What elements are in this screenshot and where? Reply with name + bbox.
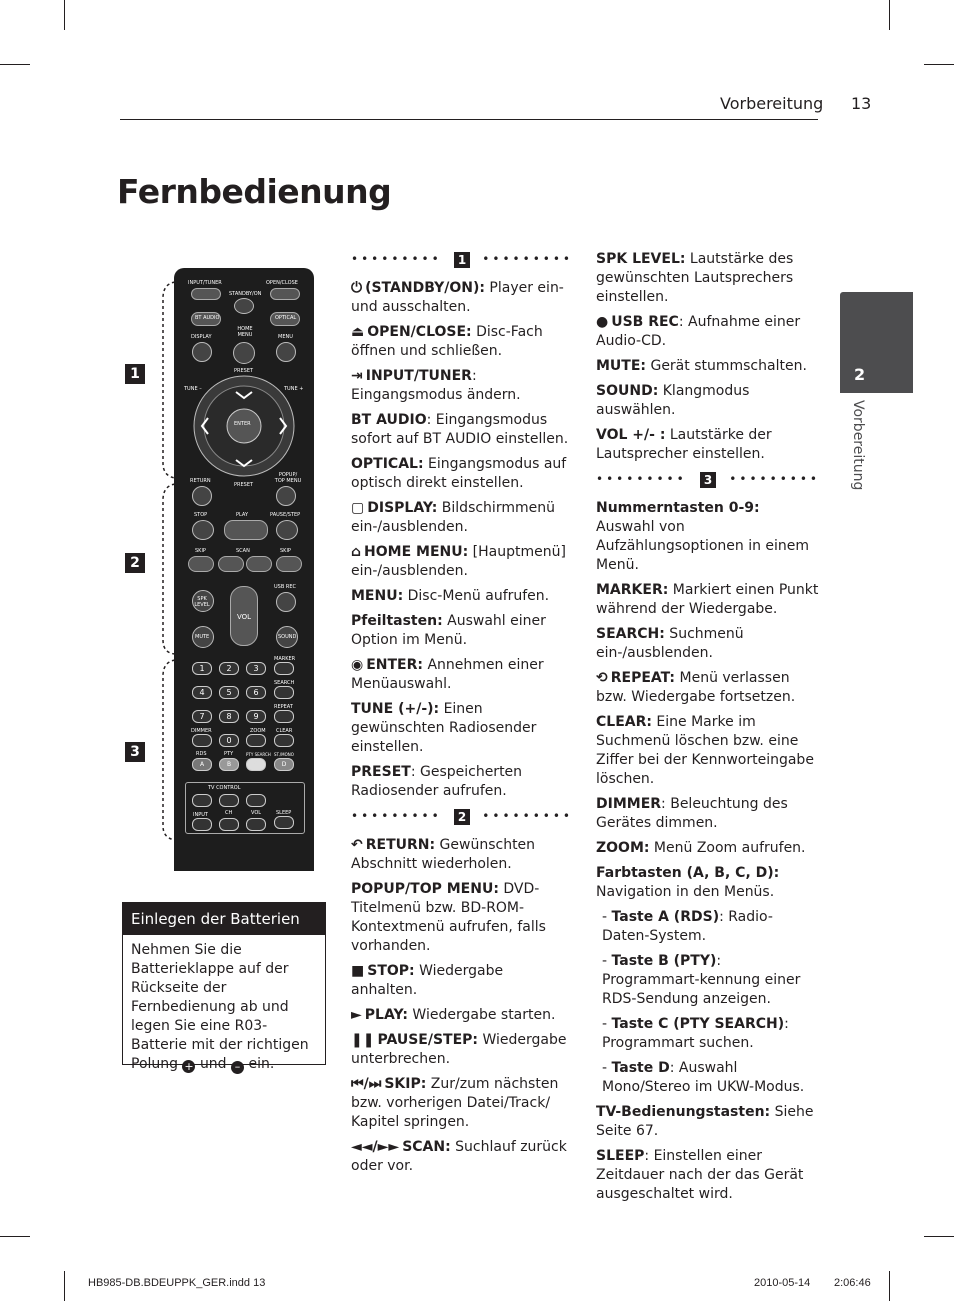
item-clear: CLEAR: Eine Marke im Suchmenü löschen bzw. eine Ziffer bei der Kennworteingabe löschen.: [596, 714, 814, 787]
menu-button[interactable]: [276, 342, 296, 362]
remote-control-illustration: [174, 268, 314, 871]
crop-mark: [64, 0, 65, 30]
label-vol: VOL: [237, 613, 252, 621]
section-1-header: [351, 250, 573, 269]
dimmer-button[interactable]: [192, 734, 212, 747]
battery-title: Einlegen der Batterien: [123, 903, 325, 935]
scan-forward-button[interactable]: [246, 556, 272, 572]
standby-button[interactable]: [234, 298, 254, 314]
item-color-keys: Farbtasten (A, B, C, D): Navigation in den Menüs.: [596, 865, 780, 900]
item-repeat: ⟲ REPEAT: Menü verlassen bzw. Wiedergabe fortsetzen.: [596, 670, 796, 705]
eject-icon: ⏏: [351, 324, 365, 340]
repeat-button[interactable]: [274, 710, 294, 723]
label-skip-right: SKIP: [280, 548, 291, 554]
crop-mark: [64, 1271, 65, 1301]
label-pty: PTY: [224, 751, 234, 757]
dots: •••••••••: [482, 809, 573, 823]
item-preset: PRESET: Gespeicherten Radiosender aufrufen.: [351, 764, 523, 799]
stop-button[interactable]: [192, 520, 214, 540]
item-search: SEARCH: Suchmenü ein-/ausblenden.: [596, 626, 744, 661]
label-preset: PRESET: [234, 368, 254, 374]
scan-back-button[interactable]: [218, 556, 244, 572]
item-stop: ■ STOP: Wiedergabe anhalten.: [351, 963, 504, 998]
footer-date: 2010-05-14: [754, 1277, 811, 1289]
label-marker: MARKER: [274, 656, 296, 662]
page-number: 13: [851, 94, 872, 113]
item-skip: ⏮/⏭ SKIP: Zur/zum nächsten bzw. vorherigen Datei/Track/ Kapitel springen.: [351, 1076, 559, 1130]
label-tune-minus: TUNE –: [184, 386, 202, 392]
label-input-tuner: INPUT/TUNER: [188, 280, 222, 286]
label-search: SEARCH: [274, 680, 295, 686]
chapter-tab: [840, 292, 913, 393]
item-tune: TUNE (+/-): Einen gewünschten Radiosender einstellen.: [351, 701, 537, 755]
input-icon: ⇥: [351, 368, 363, 384]
item-return: ↶ RETURN: Gewünschten Abschnitt wiederholen.: [351, 837, 536, 872]
label-stop: STOP: [194, 512, 208, 518]
repeat-icon: ⟲: [596, 670, 608, 686]
record-icon: ●: [596, 314, 609, 330]
callout-2: 2: [125, 553, 145, 573]
item-optical: OPTICAL: Eingangsmodus auf optisch direkt einstellen.: [351, 456, 567, 491]
item-numbers: Nummerntasten 0-9: Auswahl von Aufzählungsoptionen in einem Menü.: [596, 500, 810, 573]
item-mute: MUTE: Gerät stummschalten.: [596, 358, 807, 374]
play-button[interactable]: [224, 520, 268, 540]
home-icon: ⌂: [351, 544, 362, 560]
description-column-2: [596, 250, 820, 1210]
label-menu: MENU: [278, 334, 293, 340]
input-tuner-button[interactable]: [191, 288, 221, 300]
number-4-button[interactable]: 4: [192, 686, 212, 699]
battery-text-2: und: [199, 1056, 227, 1072]
plus-icon: +: [184, 1060, 194, 1073]
pause-icon: ❚❚: [351, 1032, 375, 1048]
display-button[interactable]: [192, 342, 212, 362]
label-scan: SCAN: [236, 548, 250, 554]
section-1-marker: 1: [454, 252, 470, 268]
scan-icon: ◄◄/►►: [351, 1139, 400, 1155]
label-tv-control: TV CONTROL: [208, 785, 241, 791]
label-repeat: REPEAT: [274, 704, 293, 710]
label-skip-left: SKIP: [195, 548, 206, 554]
label-rds: RDS: [196, 751, 207, 757]
item-usb-rec: ● USB REC: Aufnahme einer Audio-CD.: [596, 314, 801, 349]
color-b-button[interactable]: B: [219, 758, 239, 771]
item-pause: ❚❚ PAUSE/STEP: Wiedergabe unterbrechen.: [351, 1032, 567, 1067]
sub-item-a: - Taste A (RDS): Radio-Daten-System.: [602, 909, 773, 944]
item-sleep: SLEEP: Einstellen einer Zeitdauer nach der das Gerät ausgeschaltet wird.: [596, 1148, 804, 1202]
number-9-button[interactable]: 9: [246, 710, 266, 723]
label-play: PLAY: [236, 512, 249, 518]
label-optical: OPTICAL: [275, 315, 297, 321]
tv-vol-up-button[interactable]: [246, 794, 266, 807]
label-popup: POPUP/ TOP MENU: [274, 472, 302, 484]
dots: •••••••••: [482, 252, 573, 266]
item-bt-audio: BT AUDIO: Eingangsmodus sofort auf BT AUDIO einstellen.: [351, 412, 569, 447]
battery-info-box: [122, 902, 326, 1073]
item-arrows: Pfeiltasten: Auswahl einer Option im Menü.: [351, 613, 546, 648]
item-spk-level: SPK LEVEL: Lautstärke des gewünschten Lautsprechers einstellen.: [596, 251, 794, 305]
tv-power-button[interactable]: [192, 794, 212, 807]
popup-menu-button[interactable]: [276, 486, 296, 506]
description-column-1: [351, 250, 573, 1182]
skip-forward-button[interactable]: [276, 556, 302, 572]
label-tv-vol: VOL: [251, 810, 262, 816]
item-display: ▢ DISPLAY: Bildschirmmenü ein-/ausblenden.: [351, 500, 555, 535]
label-sound: SOUND: [278, 634, 297, 640]
label-pty-search: PTY SEARCH: [246, 752, 271, 757]
label-tv-input: INPUT: [193, 812, 208, 818]
label-pause: PAUSE/STEP: [270, 512, 301, 518]
item-standby: ⏻ (STANDBY/ON): Player ein-und ausschalten.: [351, 280, 564, 315]
callout-3: 3: [125, 742, 145, 762]
battery-text-3: ein.: [248, 1056, 275, 1072]
tv-vol-down-button[interactable]: [246, 818, 266, 831]
battery-text: [123, 935, 325, 1080]
crop-mark: [0, 64, 30, 65]
usb-rec-button[interactable]: [276, 592, 296, 612]
dots: •••••••••: [729, 472, 820, 486]
sub-item-b: - Taste B (PTY): Programmart-kennung einer RDS-Sendung anzeigen.: [602, 953, 801, 1007]
item-tv-keys: TV-Bedienungstasten: Siehe Seite 67.: [596, 1104, 814, 1139]
section-2-header: [351, 807, 573, 826]
number-5-button[interactable]: 5: [219, 686, 239, 699]
color-a-button[interactable]: A: [192, 758, 212, 771]
item-play: ► PLAY: Wiedergabe starten.: [351, 1007, 556, 1023]
footer-filename: HB985-DB.BDEUPPK_GER.indd 13: [88, 1277, 266, 1289]
zoom-button[interactable]: [246, 734, 266, 747]
sub-item-d: - Taste D: Auswahl Mono/Stereo im UKW-Modus.: [602, 1060, 805, 1095]
power-icon: ⏻: [351, 280, 363, 296]
crop-mark: [889, 0, 890, 30]
chapter-label: Vorbereitung: [850, 400, 866, 491]
item-zoom: ZOOM: Menü Zoom aufrufen.: [596, 840, 806, 856]
item-home-menu: ⌂ HOME MENU: [Hauptmenü] ein-/ausblenden.: [351, 544, 566, 579]
label-bt-audio: BT AUDIO: [195, 315, 220, 321]
dots: •••••••••: [351, 252, 442, 266]
crop-mark: [889, 1271, 890, 1301]
label-zoom: ZOOM: [250, 728, 266, 734]
enter-icon: ◉: [351, 657, 364, 673]
skip-icon: ⏮/⏭: [351, 1076, 382, 1092]
label-home-menu: HOME MENU: [237, 326, 253, 338]
item-sound: SOUND: Klangmodus auswählen.: [596, 383, 750, 418]
label-ch: CH: [225, 810, 233, 816]
sleep-button[interactable]: [274, 816, 294, 829]
label-mute: MUTE: [195, 634, 210, 640]
display-icon: ▢: [351, 500, 365, 516]
return-button[interactable]: [192, 486, 212, 506]
marker-button[interactable]: [274, 662, 294, 675]
sub-item-c: - Taste C (PTY SEARCH): Programmart suchen.: [602, 1016, 789, 1051]
item-open-close: ⏏ OPEN/CLOSE: Disc-Fach öffnen und schließen.: [351, 324, 543, 359]
dots: •••••••••: [596, 472, 687, 486]
item-popup: POPUP/TOP MENU: DVD-Titelmenü bzw. BD-ROM-Kontextmenü aufrufen, falls vorhanden.: [351, 881, 546, 954]
open-close-button[interactable]: [270, 288, 300, 300]
item-scan: ◄◄/►► SCAN: Suchlauf zurück oder vor.: [351, 1139, 567, 1174]
home-menu-button[interactable]: [233, 342, 255, 364]
return-icon: ↶: [351, 837, 363, 853]
minus-icon: –: [231, 1061, 244, 1074]
label-display: DISPLAY: [191, 334, 212, 340]
label-dimmer: DIMMER: [191, 728, 212, 734]
item-dimmer: DIMMER: Beleuchtung des Gerätes dimmen.: [596, 796, 788, 831]
battery-text-1: Nehmen Sie die Batterieklappe auf der Rückseite der Fernbedienung ab und legen Sie eine R03-Batterie mit der richtigen Polung: [131, 942, 309, 1072]
crop-mark: [0, 1236, 30, 1237]
search-button[interactable]: [274, 686, 294, 699]
page-title: Fernbedienung: [117, 172, 392, 211]
dots: •••••••••: [351, 809, 442, 823]
label-enter: ENTER: [234, 421, 251, 427]
tv-ch-up-button[interactable]: [219, 794, 239, 807]
section-2-marker: 2: [454, 809, 470, 825]
pause-button[interactable]: [276, 520, 298, 540]
label-spk-level: SPK LEVEL: [194, 596, 210, 608]
label-st-mono: ST./MONO: [274, 752, 294, 757]
item-input-tuner: ⇥ INPUT/TUNER: Eingangsmodus ändern.: [351, 368, 521, 403]
item-vol: VOL +/- : Lautstärke der Lautsprecher einstellen.: [596, 427, 772, 462]
running-header-section: Vorbereitung: [720, 94, 824, 113]
label-return: RETURN: [190, 478, 211, 484]
tv-ch-down-button[interactable]: [219, 818, 239, 831]
label-clear: CLEAR: [276, 728, 293, 734]
header-rule: [120, 119, 818, 120]
tv-input-button[interactable]: [192, 818, 212, 831]
label-usb-rec: USB REC: [274, 584, 296, 590]
color-d-button[interactable]: D: [274, 758, 294, 771]
item-menu: MENU: Disc-Menü aufrufen.: [351, 588, 550, 604]
number-2-button[interactable]: 2: [219, 662, 239, 675]
label-open-close: OPEN/CLOSE: [266, 280, 298, 286]
stop-icon: ■: [351, 963, 365, 979]
item-enter: ◉ ENTER: Annehmen einer Menüauswahl.: [351, 657, 544, 692]
chapter-number: 2: [854, 365, 866, 384]
section-3-marker: 3: [700, 472, 716, 488]
label-standby: STANDBY/ON: [229, 291, 262, 297]
number-8-button[interactable]: 8: [219, 710, 239, 723]
footer-time: 2:06:46: [834, 1277, 871, 1289]
callout-1: 1: [125, 364, 145, 384]
skip-back-button[interactable]: [188, 556, 214, 572]
item-marker: MARKER: Markiert einen Punkt während der Wiedergabe.: [596, 582, 819, 617]
number-0-button[interactable]: 0: [219, 734, 239, 747]
number-3-button[interactable]: 3: [246, 662, 266, 675]
label-sleep: SLEEP: [276, 810, 292, 816]
play-icon: ►: [351, 1007, 362, 1023]
number-7-button[interactable]: 7: [192, 710, 212, 723]
section-3-header: [596, 470, 820, 489]
crop-mark: [924, 64, 954, 65]
label-preset-2: PRESET: [234, 482, 254, 488]
number-6-button[interactable]: 6: [246, 686, 266, 699]
label-tune-plus: TUNE +: [284, 386, 304, 392]
crop-mark: [924, 1236, 954, 1237]
color-c-button[interactable]: C: [246, 758, 266, 771]
number-1-button[interactable]: 1: [192, 662, 212, 675]
clear-button[interactable]: [274, 734, 294, 747]
